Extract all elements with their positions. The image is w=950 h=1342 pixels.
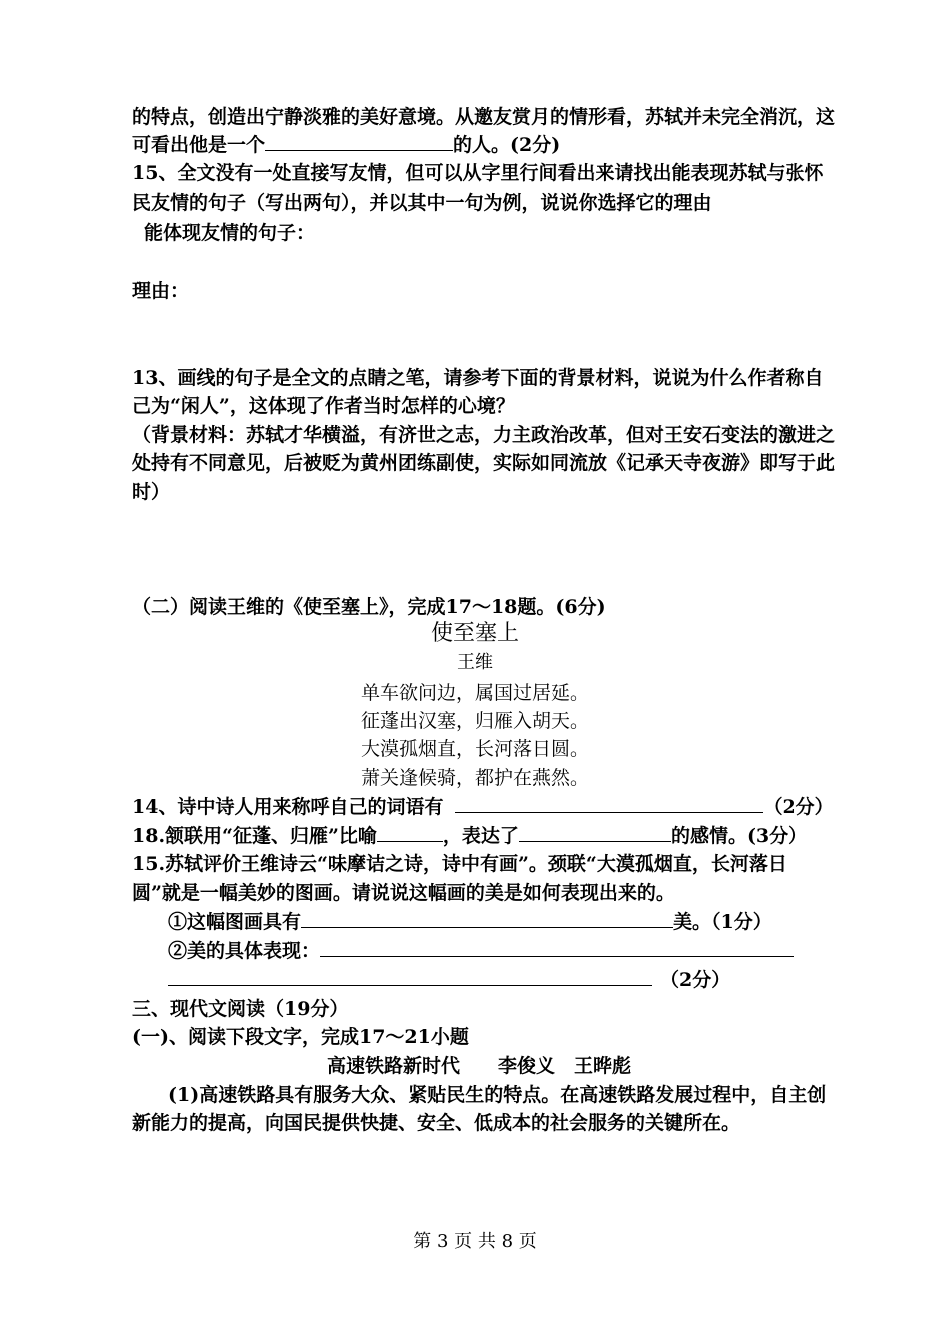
article-para1-line-2: 新能力的提高，向国民提供快捷、安全、低成本的社会服务的关键所在。 — [132, 1112, 741, 1134]
section3-sub-heading: (一)、阅读下段文字，完成17～21小题 — [132, 1026, 469, 1048]
q13-background-line-3: 时） — [132, 481, 171, 503]
q15b-line-2: 圆”就是一幅美妙的图画。请说说这幅画的美是如何表现出来的。 — [132, 882, 675, 904]
section2-heading: （二）阅读王维的《使至塞上》，完成17～18题。(6分) — [132, 596, 606, 618]
article-title: 高速铁路新时代 李俊义 王晔彪 — [327, 1055, 632, 1077]
q14-line-2-pre: 可看出他是一个 — [132, 134, 266, 156]
section3-heading: 三、现代文阅读（19分） — [132, 998, 349, 1020]
page-footer: 第 3 页 共 8 页 — [413, 1231, 537, 1252]
q15b-sub2-blank[interactable] — [320, 938, 794, 957]
q14-answer-blank[interactable] — [265, 132, 453, 151]
poem-title: 使至塞上 — [430, 621, 519, 646]
q18-emotion-blank[interactable] — [519, 823, 671, 842]
q18-metaphor-blank[interactable] — [377, 823, 443, 842]
q14b-line — [132, 793, 834, 821]
poem-verse: 萧关逢候骑，都护在燕然。 — [360, 767, 589, 789]
q14b-pre: 14、诗中诗人用来称呼自己的词语有 — [132, 796, 444, 818]
q15b-sub2-blank-2[interactable] — [168, 967, 652, 986]
q14b-post: （2分） — [763, 796, 834, 818]
poem-verse: 征蓬出汉塞，归雁入胡天。 — [360, 710, 589, 732]
q18-line — [132, 822, 807, 850]
q15b-sub1-pre: ①这幅图画具有 — [168, 911, 302, 933]
q14-line-2-post: 的人。(2分) — [453, 134, 561, 156]
poem-verse: 单车欲问边，属国过居延。 — [360, 682, 589, 704]
q14-line-1: 的特点，创造出宁静淡雅的美好意境。从邀友赏月的情形看，苏轼并未完全消沉，这 — [132, 106, 836, 128]
q15-line-2: 民友情的句子（写出两句），并以其中一句为例，说说你选择它的理由 — [132, 192, 712, 214]
q15b-sub1-post: 美。（1分） — [673, 911, 772, 933]
q15b-sub2 — [168, 937, 794, 965]
q15b-sub1 — [168, 908, 772, 936]
q15-reason-label: 理由： — [132, 280, 190, 302]
poem-author: 王维 — [457, 652, 493, 673]
q18-mid: ，表达了 — [442, 825, 519, 847]
q15b-sub1-blank[interactable] — [301, 909, 673, 928]
q13-line-2: 己为“闲人”，这体现了作者当时怎样的心境？ — [132, 395, 515, 417]
q15-line-1: 15、全文没有一处直接写友情，但可以从字里行间看出来请找出能表现苏轼与张怀 — [132, 162, 824, 184]
q15b-sub2-pre: ②美的具体表现： — [168, 940, 321, 962]
q18-pre: 18.颔联用“征蓬、归雁”比喻 — [132, 825, 377, 847]
poem-verse: 大漠孤烟直，长河落日圆。 — [360, 738, 589, 760]
q14b-answer-blank[interactable] — [455, 794, 763, 813]
q13-background-line-1: （背景材料：苏轼才华横溢，有济世之志，力主政治改革，但对王安石变法的激进之 — [132, 424, 836, 446]
q18-post: 的感情。(3分） — [670, 825, 808, 847]
q15-friendship-label: 能体现友情的句子： — [144, 222, 316, 244]
article-para1-line-1: (1)高速铁路具有服务大众、紧贴民生的特点。在高速铁路发展过程中，自主创 — [168, 1084, 827, 1106]
q13-background-line-2: 处持有不同意见，后被贬为黄州团练副使，实际如同流放《记承天寺夜游》即写于此 — [132, 452, 836, 474]
q15b-line-1: 15.苏轼评价王维诗云“味摩诘之诗，诗中有画”。颈联“大漠孤烟直，长河落日 — [132, 853, 787, 875]
q14-line-2 — [132, 131, 560, 159]
q15b-sub2-post: （2分） — [660, 969, 731, 991]
q13-line-1: 13、画线的句子是全文的点睛之笔，请参考下面的背景材料，说说为什么作者称自 — [132, 367, 824, 389]
q15b-sub2-cont — [168, 966, 730, 994]
